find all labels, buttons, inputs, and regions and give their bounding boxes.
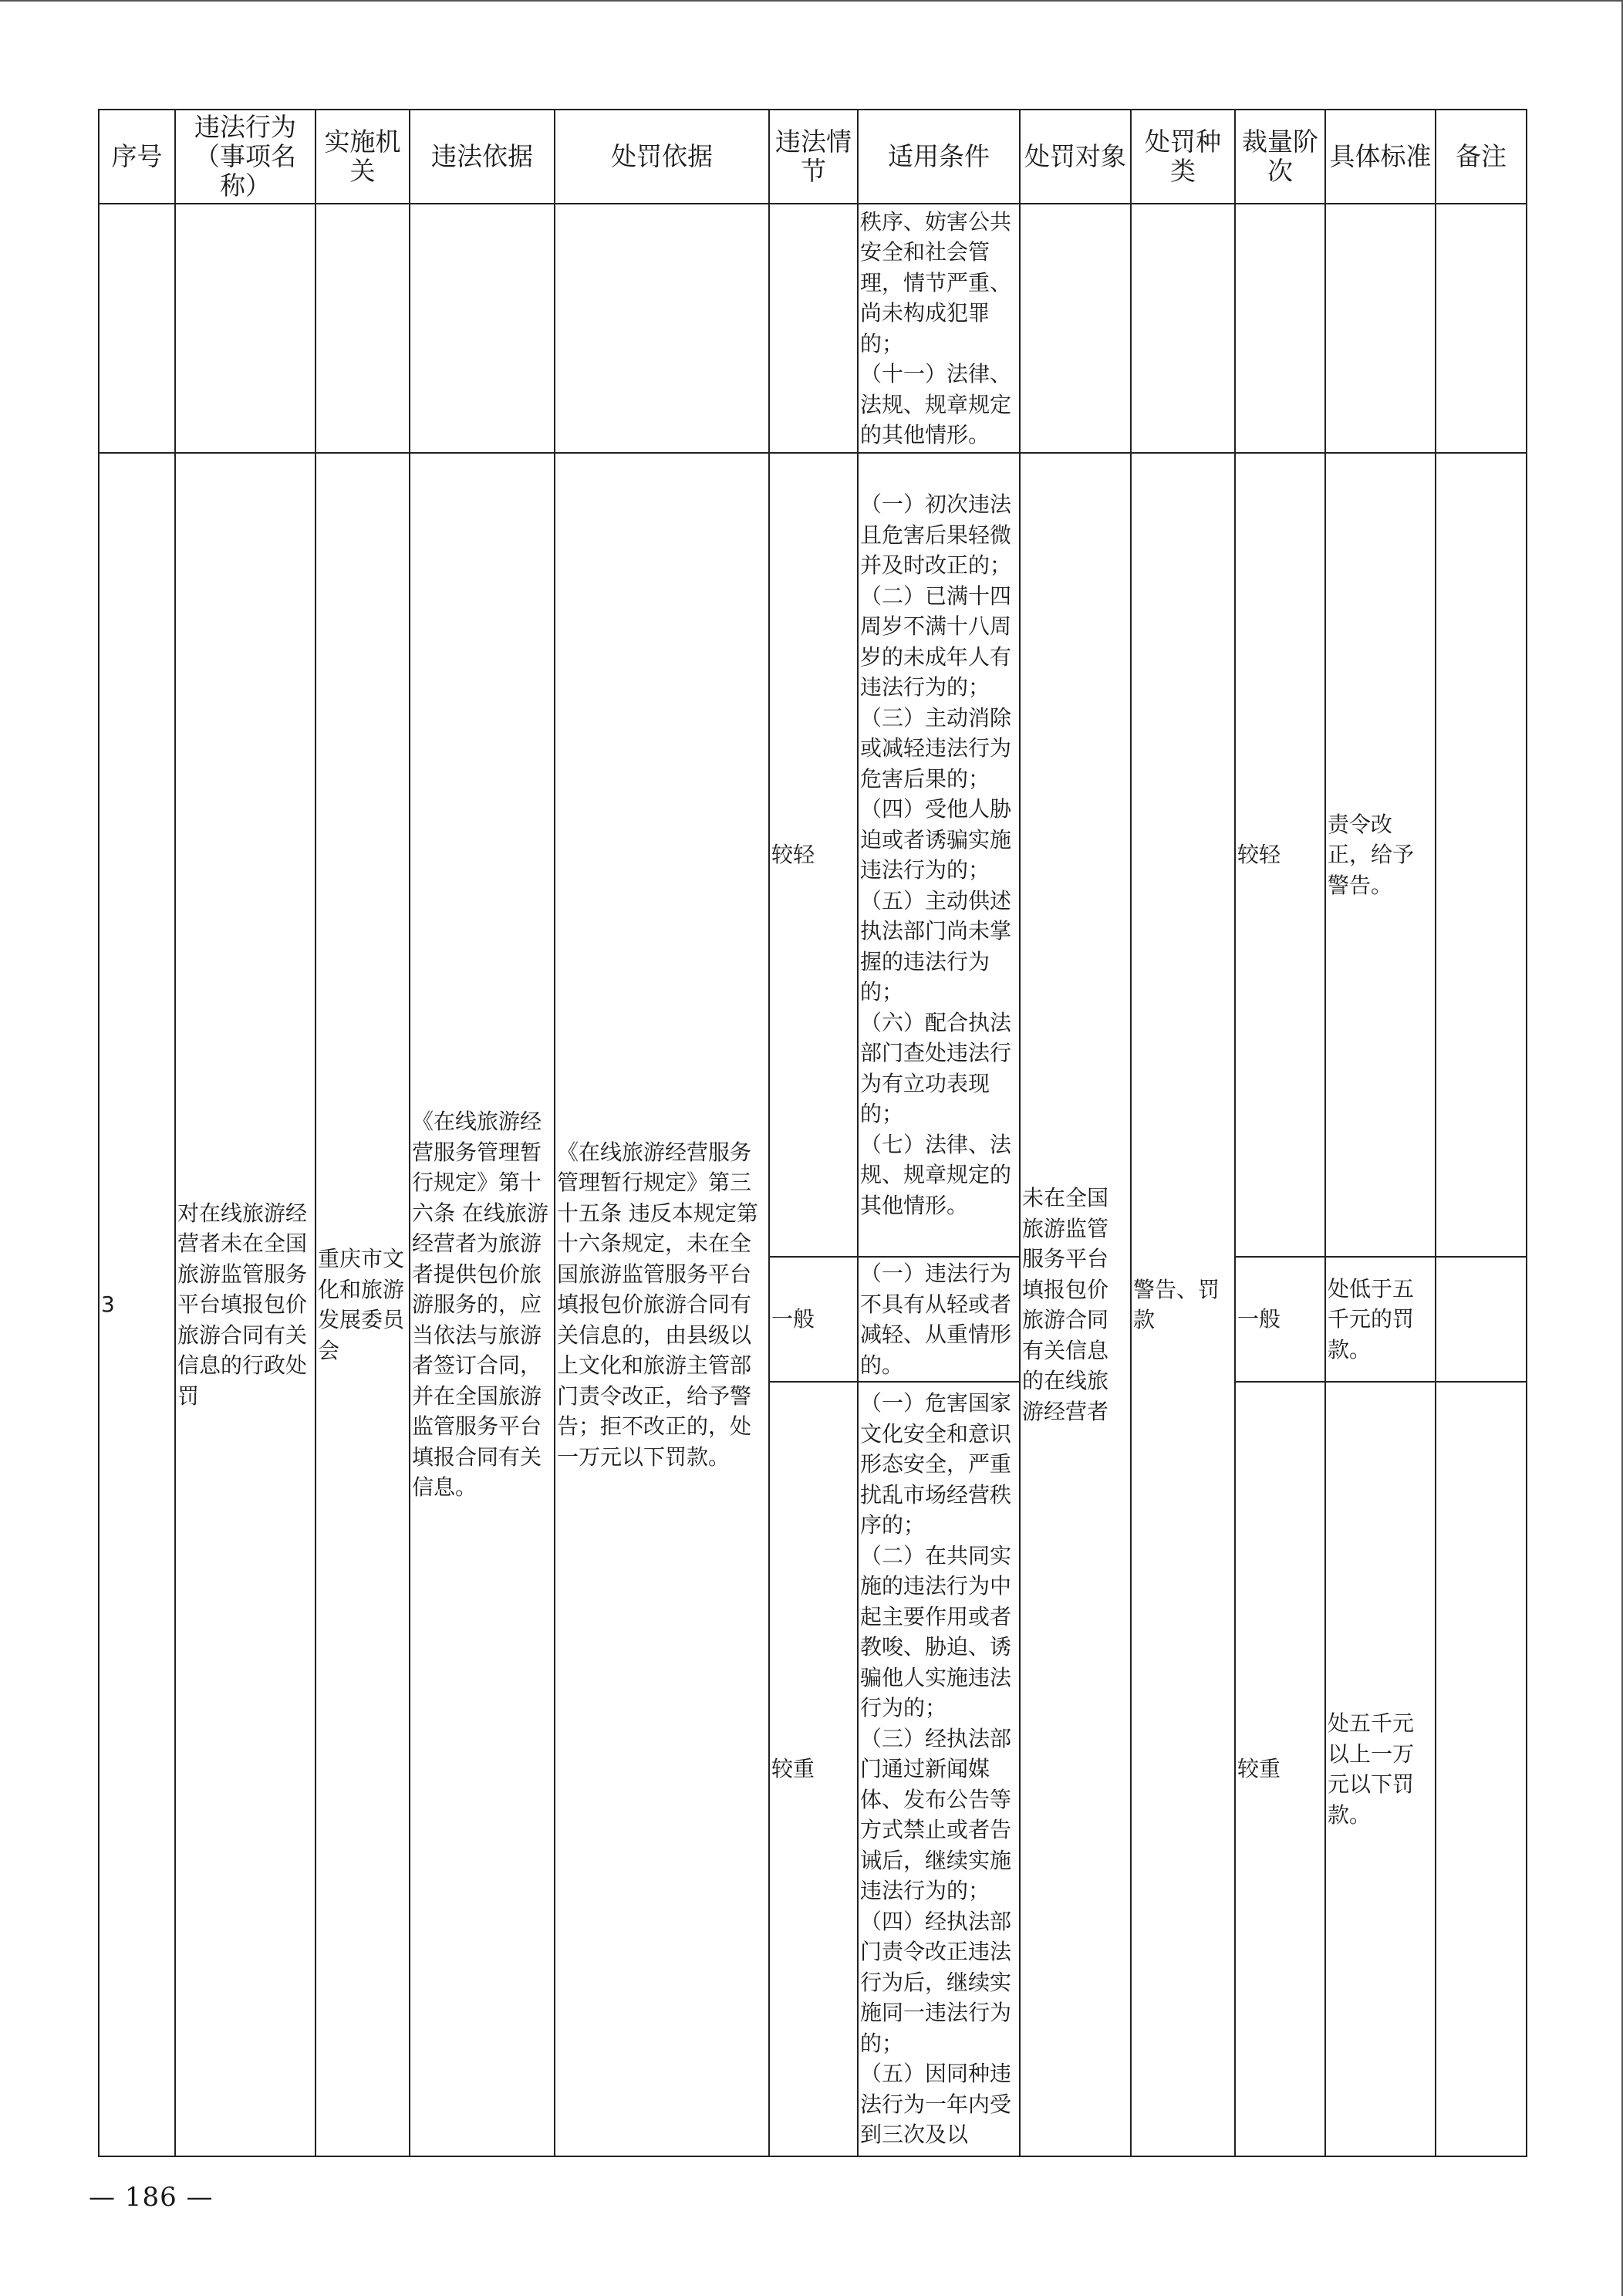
condition-item: （一）初次违法且危害后果轻微并及时改正的； [860, 491, 1012, 578]
condition-item: （六）配合执法部门查处违法行为有立功表现的； [860, 1009, 1012, 1126]
standard-light: 责令改正，给予警告。 [1325, 453, 1436, 1257]
conditions-heavy [858, 1382, 1020, 2156]
header-cell: 适用条件 [858, 110, 1020, 204]
standard-heavy: 处五千元以上一万元以下罚款。 [1325, 1382, 1436, 2156]
condition-item: （二）在共同实施的违法行为中起主要作用或者教唆、胁迫、诱骗他人实施违法行为的； [860, 1542, 1012, 1721]
condition-item: （一）危害国家文化安全和意识形态安全，严重扰乱市场经营秩序的； [860, 1390, 1012, 1538]
header-cell: 违法行为（事项名称） [175, 110, 315, 204]
header-cell: 处罚依据 [555, 110, 769, 204]
circumstance-heavy: 较重 [769, 1382, 858, 2156]
penalty-basis: 《在线旅游经营服务管理暂行规定》第三十五条 违反本规定第十六条规定，未在全国旅游监管服务平台填报包价旅游合同有关信息的，由县级以上文化和旅游主管部门责令改正，给予警告；拒不改正的，处一万元以下罚款。 [555, 453, 769, 2156]
header-cell: 具体标准 [1325, 110, 1436, 204]
empty-cell [1020, 204, 1131, 453]
circumstance-general: 一般 [769, 1257, 858, 1382]
conditions-light [858, 453, 1020, 1257]
header-cell: 违法情节 [769, 110, 858, 204]
condition-item: （五）因同种违法行为一年内受到三次及以 [860, 2061, 1012, 2148]
condition-item: （四）受他人胁迫或者诱骗实施违法行为的； [860, 796, 1012, 883]
page-number: — 186 — [89, 2182, 214, 2213]
empty-cell [1436, 204, 1527, 453]
condition-item: （三）主动消除或减轻违法行为危害后果的； [860, 704, 1012, 792]
condition-item: （四）经执法部门责令改正违法行为后，继续实施同一违法行为的； [860, 1908, 1012, 2056]
condition-item: （一）违法行为不具有从轻或者减轻、从重情形的。 [860, 1261, 1012, 1378]
remarks-cell [1436, 453, 1527, 1257]
condition-item: （七）法律、法规、规章规定的其他情形。 [860, 1131, 1012, 1218]
empty-cell [555, 204, 769, 453]
circumstance-light: 较轻 [769, 453, 858, 1257]
remarks-cell [1436, 1257, 1527, 1382]
header-cell: 违法依据 [410, 110, 555, 204]
continued-conditions: 秩序、妨害公共安全和社会管理，情节严重、尚未构成犯罪的； （十一）法律、法规、规章规定的其他情形。 [860, 208, 1012, 447]
header-cell: 裁量阶次 [1235, 110, 1325, 204]
empty-cell [315, 204, 410, 453]
condition-item: （二）已满十四周岁不满十八周岁的未成年人有违法行为的； [860, 582, 1012, 700]
empty-cell [99, 204, 175, 453]
table-row-continuation [99, 204, 1527, 453]
violation-behavior: 对在线旅游经营者未在全国旅游监管服务平台填报包价旅游合同有关信息的行政处罚 [175, 453, 315, 2156]
empty-cell [1131, 204, 1235, 453]
header-cell: 处罚对象 [1020, 110, 1131, 204]
empty-cell [1235, 204, 1325, 453]
header-cell: 序号 [99, 110, 175, 204]
remarks-cell [1436, 1382, 1527, 2156]
header-cell: 实施机关 [315, 110, 410, 204]
violation-basis: 《在线旅游经营服务管理暂行规定》第十六条 在线旅游经营者为旅游者提供包价旅游服务的，应当依法与旅游者签订合同，并在全国旅游监管服务平台填报合同有关信息。 [410, 453, 555, 2156]
empty-cell [1325, 204, 1436, 453]
penalty-type: 警告、罚款 [1131, 453, 1235, 2156]
table-row-light [99, 453, 1527, 1257]
penalty-target: 未在全国旅游监管服务平台填报包价旅游合同有关信息的在线旅游经营者 [1020, 453, 1131, 2156]
penalty-standard-table [98, 109, 1527, 2157]
empty-cell [410, 204, 555, 453]
conditions-general [858, 1257, 1020, 1382]
condition-item: （三）经执法部门通过新闻媒体、发布公告等方式禁止或者告诫后，继续实施违法行为的； [860, 1725, 1012, 1904]
empty-cell [769, 204, 858, 453]
table-header-row [99, 110, 1527, 204]
grade-general: 一般 [1235, 1257, 1325, 1382]
header-cell: 处罚种类 [1131, 110, 1235, 204]
implementing-agency: 重庆市文化和旅游发展委员会 [315, 453, 410, 2156]
conditions-cell [858, 204, 1020, 453]
condition-item: （五）主动供述执法部门尚未掌握的违法行为的； [860, 887, 1012, 1004]
item-number: 3 [99, 453, 175, 2156]
grade-heavy: 较重 [1235, 1382, 1325, 2156]
grade-light: 较轻 [1235, 453, 1325, 1257]
header-cell: 备注 [1436, 110, 1527, 204]
standard-general: 处低于五千元的罚款。 [1325, 1257, 1436, 1382]
empty-cell [175, 204, 315, 453]
